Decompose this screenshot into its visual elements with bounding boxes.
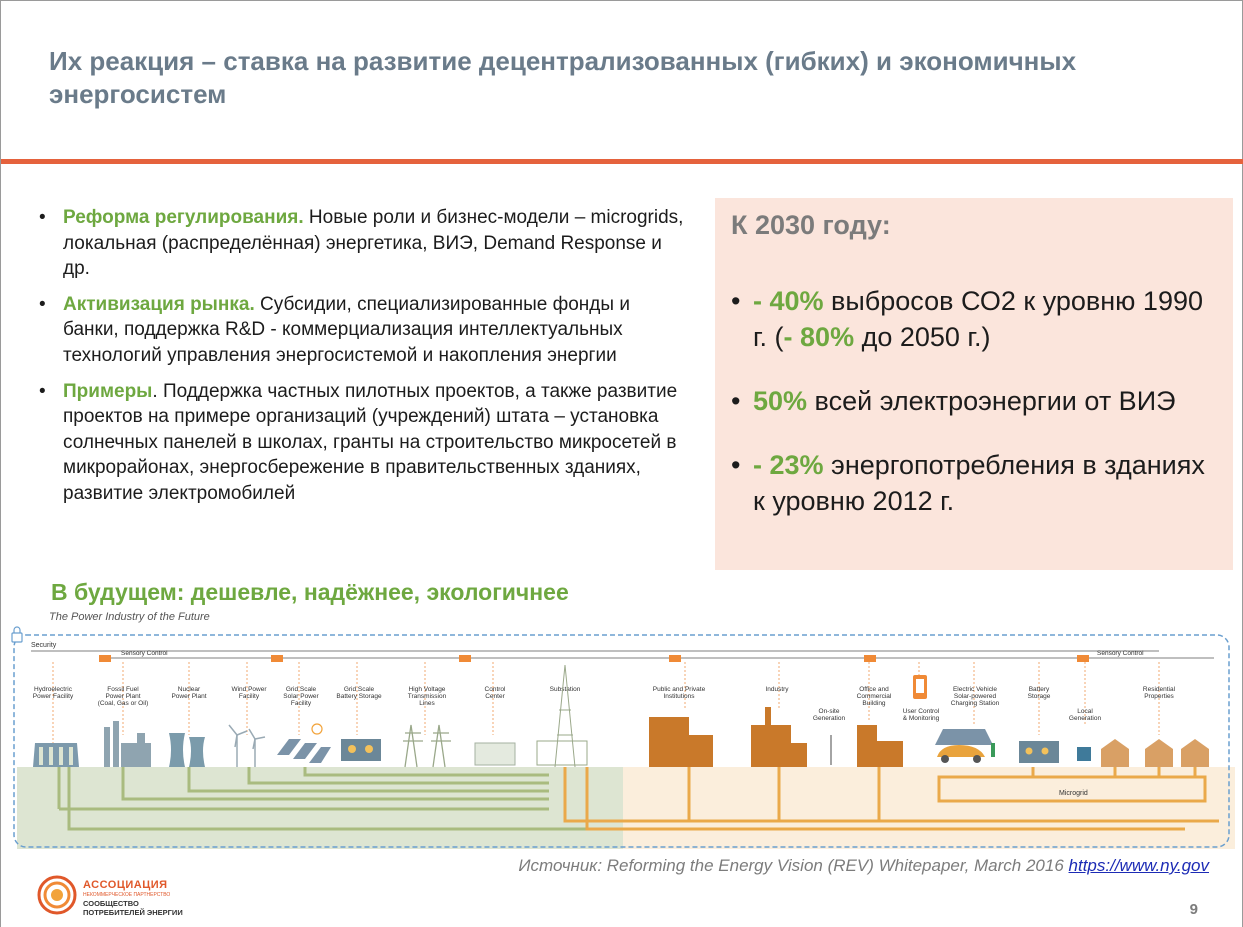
wind-turbine-icon bbox=[229, 725, 265, 767]
label-solar: Grid Scale Solar Power Facility bbox=[283, 686, 319, 707]
logo-text-main: АССОЦИАЦИЯ bbox=[83, 879, 168, 891]
facility-labels bbox=[33, 686, 1176, 722]
factory-icon bbox=[751, 707, 807, 767]
label-industry: Industry bbox=[765, 686, 789, 693]
label-nuclear: Nuclear Power Plant bbox=[171, 686, 207, 700]
institution-icon bbox=[649, 717, 713, 767]
label-battery-grid: Grid Scale Battery Storage bbox=[336, 686, 382, 700]
sensor-icons bbox=[99, 655, 1089, 662]
goal-value: 50% bbox=[753, 386, 808, 416]
label-control: Control Center bbox=[484, 686, 506, 700]
hydro-icon bbox=[33, 743, 79, 767]
phone-icon bbox=[913, 675, 927, 699]
goals-title: К 2030 году: bbox=[731, 210, 891, 240]
goals-list bbox=[731, 283, 1217, 519]
local-battery-icon bbox=[1019, 741, 1059, 763]
label-battery-local: Battery Storage bbox=[1027, 686, 1051, 700]
diagram-title: The Power Industry of the Future bbox=[49, 611, 210, 623]
bullet-text: Субсидии, специализированные фонды и банки, поддержка R&D - коммерциализация интеллектуальных технологий управления энергосистемой и накопления энергии bbox=[63, 293, 630, 366]
bullet-lead: Примеры bbox=[63, 380, 153, 402]
sensory-label-1: Sensory Control bbox=[121, 650, 168, 657]
label-institutions: Public and Private Institutions bbox=[652, 686, 706, 700]
bullet-text: . Поддержка частных пилотных проектов, а также развитие проектов на примере организаций (учреждений) штата – установка солнечных панелей в школах, гранты на строительство микросетей в микрорайонах, энергосбережение в правительственных зданиях, развитие электромобилей bbox=[63, 380, 678, 504]
solar-panel-icon bbox=[277, 739, 331, 763]
goal-renewables bbox=[731, 383, 1217, 419]
office-building-icon bbox=[857, 725, 903, 767]
sensor-icon bbox=[459, 655, 471, 662]
local-generation-icon bbox=[1077, 747, 1091, 761]
bullet-text: Новые роли и бизнес-модели – microgrids, локальная (распределённая) энергетика, ВИЭ, Demand Response и др. bbox=[63, 207, 684, 280]
goal-value: - 40% bbox=[753, 286, 824, 316]
bullet-lead: Реформа регулирования. bbox=[63, 207, 304, 228]
sensory-label-2: Sensory Control bbox=[1097, 650, 1144, 657]
future-heading: В будущем: дешевле, надёжнее, экологичнее bbox=[51, 579, 569, 605]
logo-text-sub: НЕКОММЕРЧЕСКОЕ ПАРТНЕРСТВО bbox=[83, 892, 171, 898]
logo-text-name: СООБЩЕСТВО ПОТРЕБИТЕЛЕЙ ЭНЕРГИИ bbox=[83, 899, 183, 917]
house-icons bbox=[1101, 739, 1209, 767]
bullet-examples bbox=[37, 379, 687, 507]
goal-text: всей электроэнергии от ВИЭ bbox=[807, 386, 1176, 416]
distribution-ground bbox=[623, 767, 1235, 849]
goal-value: - 23% bbox=[753, 450, 824, 480]
substation-icon bbox=[537, 665, 587, 767]
label-office: Office and Commercial Building bbox=[856, 686, 892, 707]
label-wind: Wind Power Facility bbox=[231, 686, 267, 700]
goal-emissions bbox=[731, 283, 1217, 355]
nuclear-icon bbox=[169, 733, 205, 767]
fossil-plant-icon bbox=[104, 721, 151, 767]
label-substation: Substation bbox=[549, 686, 581, 693]
source-link[interactable]: https://www.ny.gov bbox=[1068, 856, 1209, 875]
label-fossil: Fossil Fuel Power Plant (Coal, Gas or Oil) bbox=[97, 686, 149, 707]
goal-text: до 2050 г.) bbox=[854, 322, 991, 352]
sensor-icon bbox=[669, 655, 681, 662]
lock-icon bbox=[12, 627, 22, 642]
transmission-tower-icon bbox=[403, 725, 451, 767]
association-logo bbox=[37, 873, 187, 923]
label-transmission: High Voltage Transmission Lines bbox=[407, 686, 447, 707]
goal-text: выбросов СО2 к уровню 1990 г. ( bbox=[753, 286, 1203, 352]
goal-consumption bbox=[731, 447, 1217, 519]
bullet-market bbox=[37, 292, 687, 369]
label-residential: Residential Properties bbox=[1142, 686, 1176, 700]
label-ev: Electric Vehicle Solar-powered Charging Station bbox=[950, 686, 1000, 707]
sensor-icon bbox=[99, 655, 111, 662]
sensor-icon bbox=[864, 655, 876, 662]
label-hydro: Hydroelectric Power Facility bbox=[32, 686, 74, 700]
page-title: Их реакция – ставка на развитие децентрализованных (гибких) и экономичных энергосистем bbox=[49, 46, 1077, 109]
label-onsite: On-site Generation bbox=[812, 708, 846, 722]
logo-mark bbox=[37, 873, 77, 917]
source-text: Источник: Reforming the Energy Vision (REV) Whitepaper, March 2016 bbox=[518, 856, 1069, 875]
security-label: Security bbox=[31, 642, 57, 649]
goals-2030-box bbox=[715, 198, 1233, 570]
goal-text: энергопотребления в зданиях к уровню 2012 г. bbox=[753, 450, 1205, 516]
sensor-icon bbox=[1077, 655, 1089, 662]
control-center-icon bbox=[475, 743, 515, 765]
sensor-icon bbox=[271, 655, 283, 662]
source-citation bbox=[518, 856, 1209, 876]
title-divider bbox=[1, 159, 1243, 164]
sun-icon bbox=[312, 724, 322, 734]
battery-storage-icon bbox=[341, 739, 381, 761]
goal-value: - 80% bbox=[783, 322, 855, 352]
power-industry-diagram bbox=[9, 625, 1235, 855]
ev-charging-icon bbox=[935, 729, 995, 763]
label-user-control: User Control & Monitoring bbox=[902, 708, 940, 722]
bullet-regulation bbox=[37, 205, 687, 282]
label-local-gen: Local Generation bbox=[1068, 708, 1102, 722]
bullet-lead: Активизация рынка. bbox=[63, 293, 255, 315]
reform-bullet-list bbox=[37, 205, 687, 517]
microgrid-label: Microgrid bbox=[1059, 790, 1088, 797]
page-number: 9 bbox=[1189, 901, 1198, 918]
